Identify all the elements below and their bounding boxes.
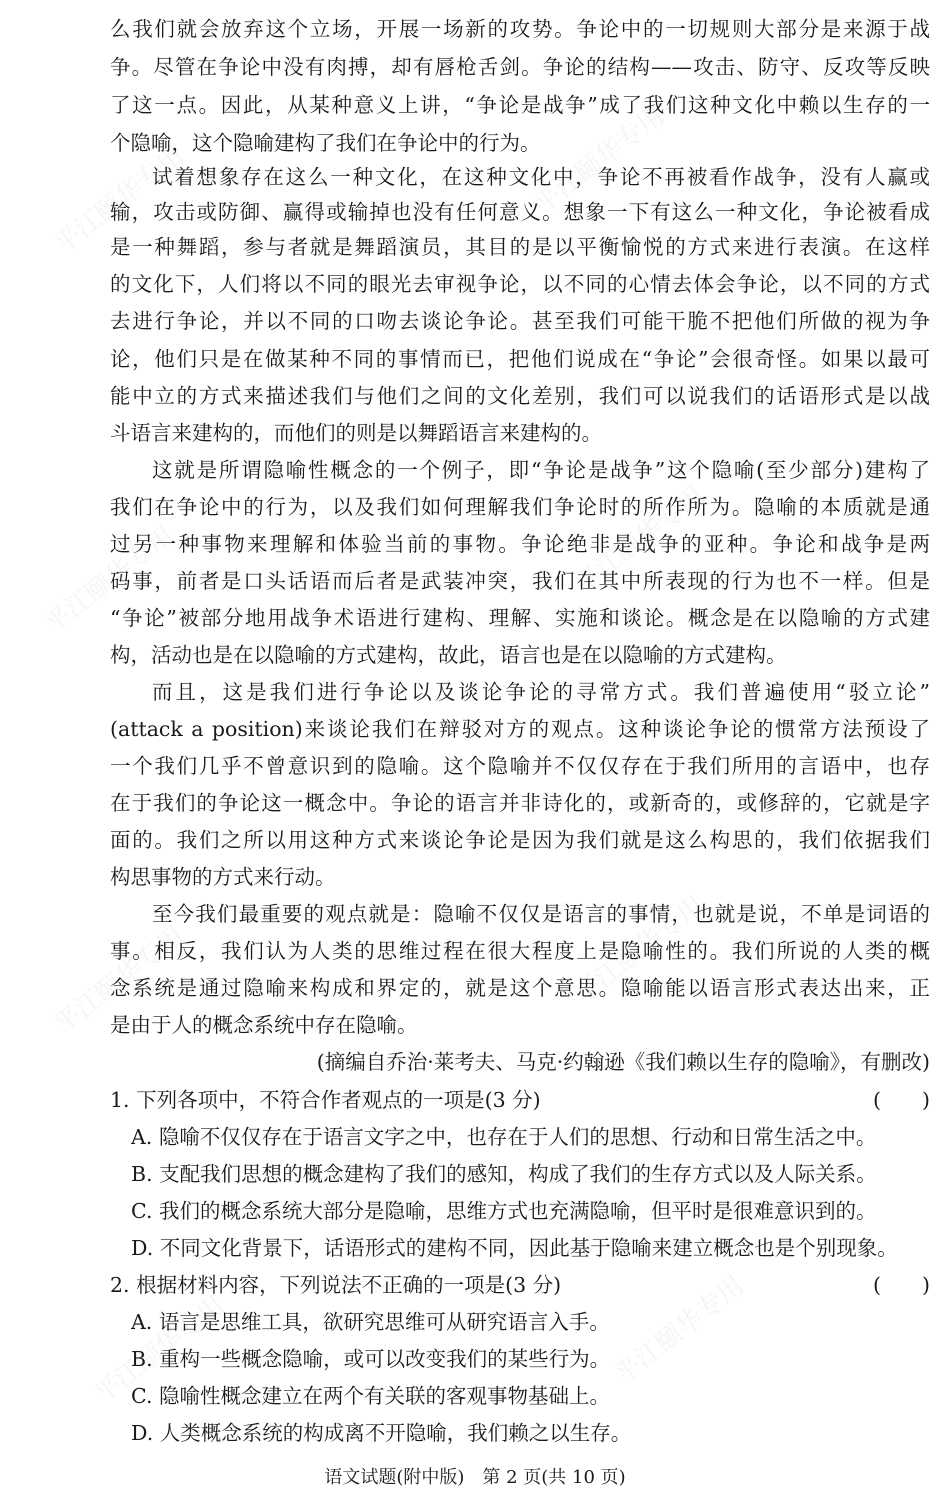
text-line: 构思事物的方式来行动。 bbox=[110, 865, 336, 889]
text-line: 码事，前者是口头话语而后者是武装冲突，我们在其中所表现的行为也不一样。但是 bbox=[110, 569, 930, 593]
watermark: 平江颐华专用 bbox=[608, 1270, 751, 1391]
text-line: (attack a position)来谈论我们在辩驳对方的观点。这种谈论争论的惯常方法预设了 bbox=[110, 717, 930, 741]
question-stem-text: 2. 根据材料内容，下列说法不正确的一项是(3 分) bbox=[110, 1273, 562, 1297]
option-c[interactable]: C. 我们的概念系统大部分是隐喻，思维方式也充满隐喻，但平时是很难意识到的。 bbox=[131, 1199, 877, 1223]
text-line: 事。相反，我们认为人类的思维过程在很大程度上是隐喻性的。我们所说的人类的概 bbox=[110, 939, 930, 963]
watermark: 平江颐华专用 bbox=[48, 140, 191, 261]
text-line: “争论”被部分地用战争术语进行建构、理解、实施和谈论。概念是在以隐喻的方式建 bbox=[110, 606, 930, 630]
option-c[interactable]: C. 隐喻性概念建立在两个有关联的客观事物基础上。 bbox=[131, 1384, 610, 1408]
text-line: 么我们就会放弃这个立场，开展一场新的攻势。争论中的一切规则大部分是来源于战 bbox=[110, 17, 930, 41]
option-d[interactable]: D. 不同文化背景下，话语形式的建构不同，因此基于隐喻来建立概念也是个别现象。 bbox=[131, 1236, 898, 1260]
text-line: 这就是所谓隐喻性概念的一个例子，即“争论是战争”这个隐喻(至少部分)建构了 bbox=[152, 458, 930, 482]
question-stem bbox=[110, 1085, 930, 1115]
text-line: 试着想象存在这么一种文化，在这种文化中，争论不再被看作战争，没有人赢或 bbox=[152, 165, 930, 189]
text-line: 的文化下，人们将以不同的眼光去审视争论，以不同的心情去体会争论，以不同的方式 bbox=[110, 272, 930, 296]
source-citation: (摘编自乔治·莱考夫、马克·约翰逊《我们赖以生存的隐喻》，有删改) bbox=[316, 1050, 930, 1074]
option-a[interactable]: A. 语言是思维工具，欲研究思维可从研究语言入手。 bbox=[131, 1310, 610, 1334]
text-line: 个隐喻，这个隐喻建构了我们在争论中的行为。 bbox=[110, 131, 541, 155]
option-b[interactable]: B. 重构一些概念隐喻，或可以改变我们的某些行为。 bbox=[131, 1347, 611, 1371]
watermark: 平江颐华专用 bbox=[568, 890, 711, 1011]
text-line: 论，他们只是在做某种不同的事情而已，把他们说成在“争论”会很奇怪。如果以最可 bbox=[110, 347, 930, 371]
watermark: 平江颐华专用 bbox=[38, 520, 181, 641]
question-stem bbox=[110, 1270, 930, 1300]
text-line: 念系统是通过隐喻来构成和界定的，就是这个意思。隐喻能以语言形式表达出来，正 bbox=[110, 976, 930, 1000]
answer-blank[interactable]: ( ) bbox=[873, 1273, 930, 1297]
watermark: 平江颐华专用 bbox=[88, 1290, 231, 1411]
text-line: 去进行争论，并以不同的口吻去谈论争论。甚至我们可能干脆不把他们所做的视为争 bbox=[110, 309, 930, 333]
question-stem-text: 1. 下列各项中，不符合作者观点的一项是(3 分) bbox=[110, 1088, 541, 1112]
watermark: 平江颐华专用 bbox=[48, 920, 191, 1041]
text-line: 我们在争论中的行为，以及我们如何理解我们争论时的所作所为。隐喻的本质就是通 bbox=[110, 495, 930, 519]
watermark: 平江颐华专用 bbox=[568, 480, 711, 601]
option-b[interactable]: B. 支配我们思想的概念建构了我们的感知，构成了我们的生存方式以及人际关系。 bbox=[131, 1162, 877, 1186]
text-line: 斗语言来建构的，而他们的则是以舞蹈语言来建构的。 bbox=[110, 421, 602, 445]
text-line: 过另一种事物来理解和体验当前的事物。争论绝非是战争的亚种。争论和战争是两 bbox=[110, 532, 930, 556]
text-line: 输，攻击或防御、赢得或输掉也没有任何意义。想象一下有这么一种文化，争论被看成 bbox=[110, 200, 930, 224]
text-line: 能中立的方式来描述我们与他们之间的文化差别，我们可以说我们的话语形式是以战 bbox=[110, 384, 930, 408]
answer-blank[interactable]: ( ) bbox=[873, 1088, 930, 1112]
text-line: 在于我们的争论这一概念中。争论的语言并非诗化的，或新奇的，或修辞的，它就是字 bbox=[110, 791, 930, 815]
text-line: 构，活动也是在以隐喻的方式建构，故此，语言也是在以隐喻的方式建构。 bbox=[110, 643, 787, 667]
page-footer: 语文试题(附中版) 第 2 页(共 10 页) bbox=[324, 1467, 626, 1488]
text-line: 面的。我们之所以用这种方式来谈论争论是因为我们就是这么构思的，我们依据我们 bbox=[110, 828, 930, 852]
option-d[interactable]: D. 人类概念系统的构成离不开隐喻，我们赖之以生存。 bbox=[131, 1421, 632, 1445]
text-line: 而且，这是我们进行争论以及谈论争论的寻常方式。我们普遍使用“驳立论” bbox=[152, 680, 930, 704]
option-a[interactable]: A. 隐喻不仅仅存在于语言文字之中，也存在于人们的思想、行动和日常生活之中。 bbox=[131, 1125, 877, 1149]
watermark: 平江颐华专用 bbox=[528, 100, 671, 221]
text-line: 争。尽管在争论中没有肉搏，却有唇枪舌剑。争论的结构——攻击、防守、反攻等反映 bbox=[110, 55, 930, 79]
text-line: 至今我们最重要的观点就是：隐喻不仅仅是语言的事情，也就是说，不单是词语的 bbox=[152, 902, 930, 926]
text-line: 是由于人的概念系统中存在隐喻。 bbox=[110, 1013, 418, 1037]
text-line: 了这一点。因此，从某种意义上讲，“争论是战争”成了我们这种文化中赖以生存的一 bbox=[110, 93, 930, 117]
text-line: 一个我们几乎不曾意识到的隐喻。这个隐喻并不仅仅存在于我们所用的言语中，也存 bbox=[110, 754, 930, 778]
text-line: 是一种舞蹈，参与者就是舞蹈演员，其目的是以平衡愉悦的方式来进行表演。在这样 bbox=[110, 235, 930, 259]
